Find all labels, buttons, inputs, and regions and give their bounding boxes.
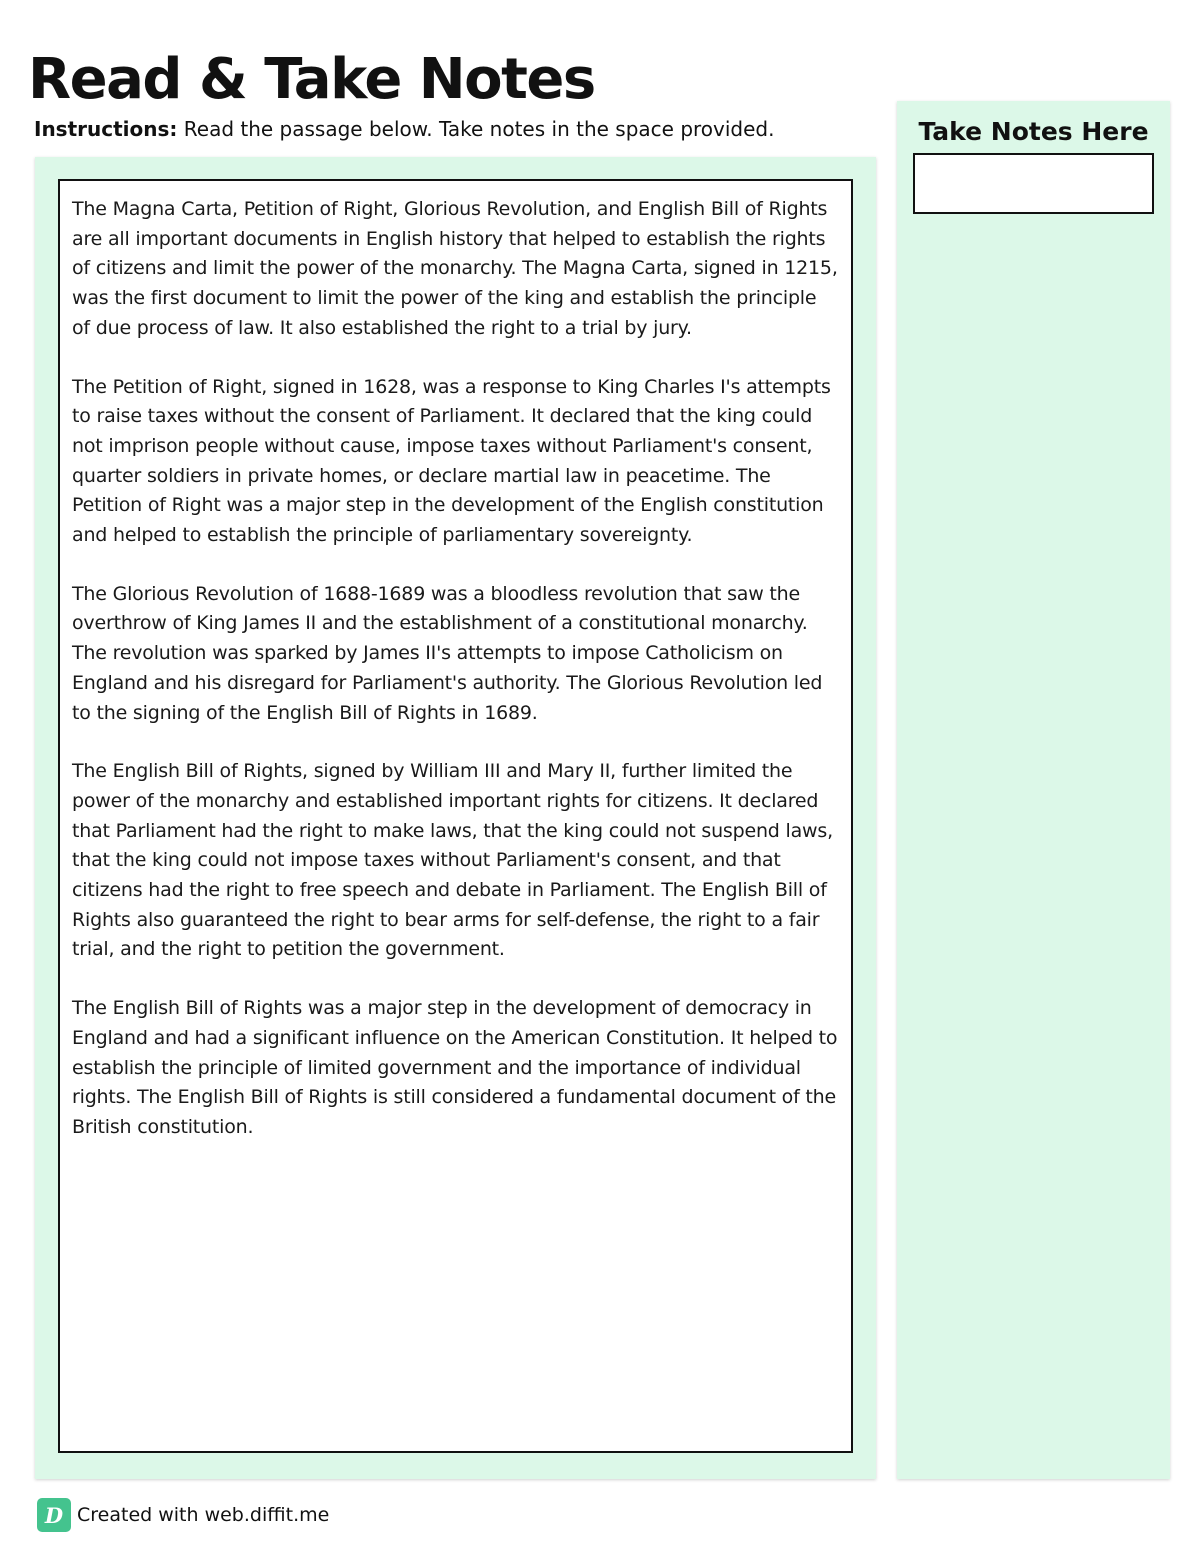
passage-box [58, 179, 853, 1453]
footer [37, 1497, 329, 1533]
passage-paragraph-3: The Glorious Revolution of 1688-1689 was a bloodless revolution that saw the overthrow of King James II and the establishment of a constitutional monarchy. The revolution was sparked by James II's attempts to impose Catholicism on England and his disregard for Parliament's authority. The Glorious Revolution led to the signing of the English Bill of Rights in 1689. [72, 582, 823, 724]
instructions [34, 115, 774, 143]
passage-paragraph-1: The Magna Carta, Petition of Right, Glorious Revolution, and English Bill of Rights are all important documents in English history that helped to establish the rights of citizens and limit the power of the monarchy. The Magna Carta, signed in 1215, was the first document to limit the power of the king and establish the principle of due process of law. It also established the right to a trial by jury. [72, 198, 838, 339]
passage-paragraph-2: The Petition of Right, signed in 1628, was a response to King Charles I's attempts to raise taxes without the consent of Parliament. It declared that the king could not imprison people without cause, impose taxes without Parliament's consent, quarter soldiers in private homes, or declare martial law in peacetime. The Petition of Right was a major step in the development of the English constitution and helped to establish the principle of parliamentary sovereignty. [72, 375, 831, 547]
notes-input-box[interactable] [913, 153, 1154, 214]
diffit-logo-icon: D [37, 1498, 71, 1532]
passage-paragraph-5: The English Bill of Rights was a major step in the development of democracy in England and had a significant influence on the American Constitution. It helped to establish the principle of limited government and the importance of individual rights. The English Bill of Rights is still considered a fundamental document of the British constitution. [72, 997, 838, 1138]
page-title: Read & Take Notes [28, 47, 595, 112]
notes-title: Take Notes Here [918, 117, 1149, 146]
passage-paragraph-4: The English Bill of Rights, signed by William III and Mary II, further limited the power of the monarchy and established important rights for citizens. It declared that Parliament had the right to make laws, that the king could not suspend laws, that the king could not impose taxes without Parliament's consent, and that citizens had the right to free speech and debate in Parliament. The English Bill of Rights also guaranteed the right to bear arms for self-defense, the right to a fair trial, and the right to petition the government. [72, 760, 833, 961]
passage-panel [35, 157, 876, 1479]
notes-panel [897, 101, 1170, 1479]
instructions-text: Read the passage below. Take notes in the space provided. [177, 117, 775, 141]
footer-text: Created with web.diffit.me [77, 1504, 330, 1526]
instructions-label: Instructions: [34, 117, 178, 141]
